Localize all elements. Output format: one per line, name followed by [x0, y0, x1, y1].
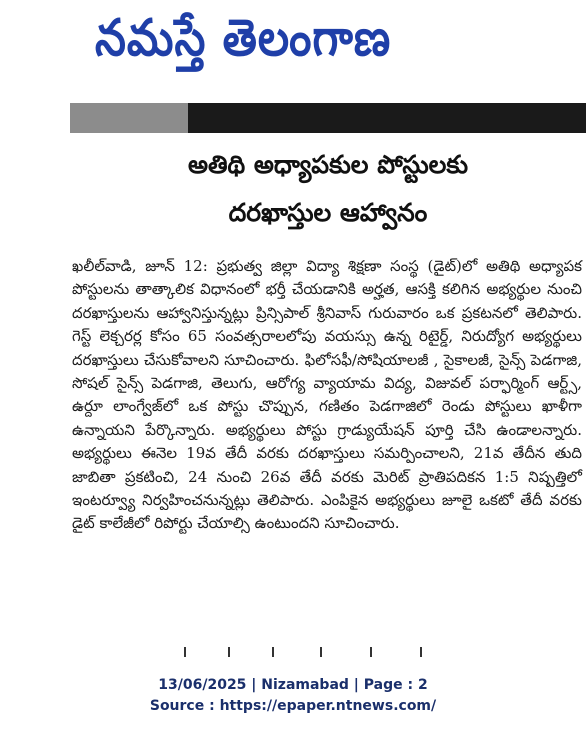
headline-line-1: అతిథి అధ్యాపకుల పోస్టులకు: [187, 150, 469, 179]
headline-line-2: దరఖాస్తుల ఆహ్వానం: [228, 198, 428, 227]
cropped-text-fragment: [180, 645, 480, 659]
masthead: [0, 0, 586, 80]
article-body: ఖలీల్‌వాడి, జూన్ 12: ప్రభుత్వ జిల్లా విద్యా శిక్షణా సంస్థ (డైట్)లో అతిథి అధ్యాపక పోస్టులను తాత్కాలిక విధానంలో భర్తీ చేయడానికి అర్హత, ఆసక్తి కలిగిన అభ్యర్థుల నుంచి దరఖాస్తులను ఆహ్వానిస్తున్నట్లు ప్రిన్సిపాల్ శ్రీనివాస్ గురువారం ఒక ప్రకటనలో తెలిపారు. గెస్ట్ లెక్చరర్ల కోసం 65 సంవత్సరాలలోపు వయస్సు ఉన్న రిటైర్డ్, నిరుద్యోగ అభ్యర్థులు దరఖాస్తులు చేసుకోవాలని సూచించారు. ఫిలోసఫీ/సోషియాలజీ , సైకాలజీ, సైన్స్ పెడగాజి, సోషల్ సైన్స్ పెడగాజి, తెలుగు, ఆరోగ్య వ్యాయామ విద్య, విజువల్ పర్ఫార్మింగ్ ఆర్ట్స్, ఉర్దూ లాంగ్వేజ్‌లో ఒక పోస్టు చొప్పున, గణితం పెడగాజిలో రెండు పోస్టులు ఖాళీగా ఉన్నాయని పేర్కొన్నారు. అభ్యర్థులు పోస్టు గ్రాడ్యుయేషన్ పూర్తి చేసి ఉండాలన్నారు. అభ్యర్థులు ఈనెల 19వ తేదీ వరకు దరఖాస్తులు సమర్పించాలని, 21వ తేదీన తుది జాబితా ప్రకటించి, 24 నుంచి 26వ తేదీ వరకు మెరిట్ ప్రాతిపదికన 1:5 నిష్పత్తిలో ఇంటర్వ్యూ నిర్వహించనున్నట్లు తెలిపారు. ఎంపికైన అభ్యర్థులు జూలై ఒకటో తేదీ వరకు డైట్ కాలేజీలో రిపోర్టు చేయాల్సి ఉంటుందని సూచించారు.: [72, 257, 582, 533]
footer-date-edition: 13/06/2025 | Nizamabad | Page : 2: [158, 677, 428, 693]
header-bar-grey: [70, 103, 188, 133]
header-bar-black: [188, 103, 586, 133]
newspaper-logo: నమస్తే తెలంగాణ: [95, 9, 392, 68]
footer-source: Source : https://epaper.ntnews.com/: [149, 698, 437, 714]
